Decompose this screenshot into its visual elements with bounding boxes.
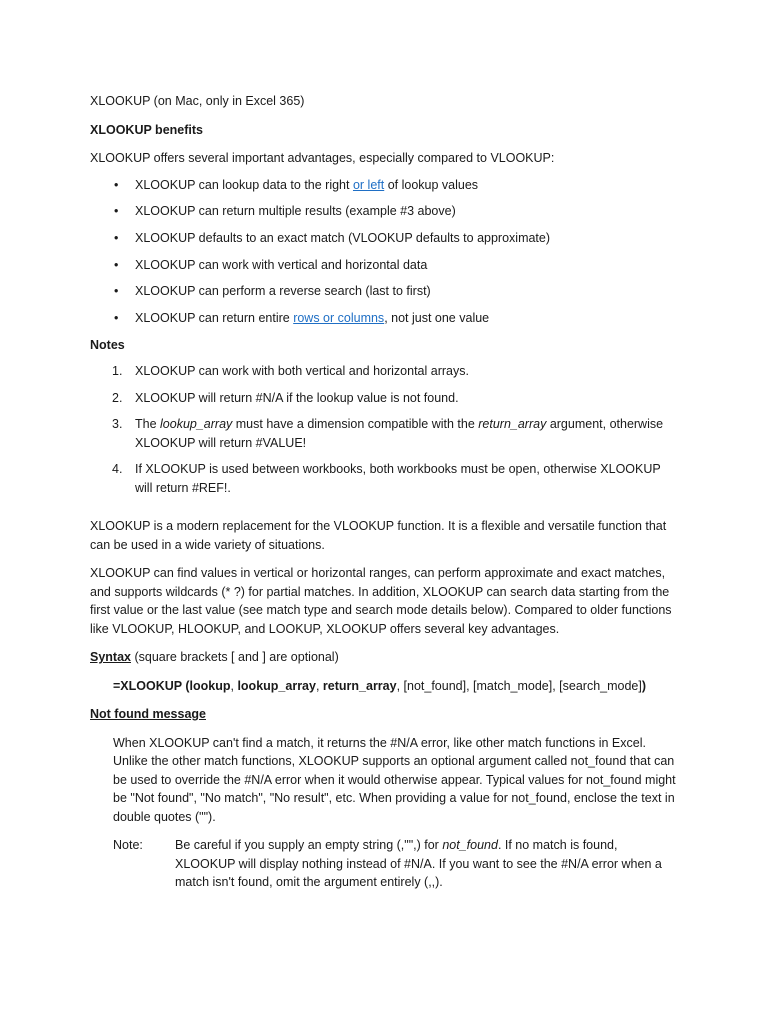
bullet-icon: • <box>114 204 119 219</box>
note-label: Note: <box>113 838 143 853</box>
list-item: 2. XLOOKUP will return #N/A if the lookup value is not found. <box>90 389 680 408</box>
note-number: 1. <box>112 364 123 379</box>
list-item: 1. XLOOKUP can work with both vertical and horizontal arrays. <box>90 362 680 381</box>
bullet-icon: • <box>114 230 119 245</box>
note-number: 4. <box>112 462 123 477</box>
note-callout: Note: Be careful if you supply an empty string (,"",) for not_found. If no match is found, XLOOKUP will display nothing instead of #N/A. If you want to see the #N/A error when a match isn't found, omit the argument entirely (,,). <box>113 838 662 890</box>
or-left-link[interactable]: or left <box>352 177 385 192</box>
note-number: 3. <box>112 417 123 432</box>
list-item: • XLOOKUP can return entire rows or columns, not just one value <box>90 309 680 328</box>
details-paragraph: XLOOKUP can find values in vertical or horizontal ranges, can perform approximate and exact matches, and supports wildcards (* ?) for partial matches. In addition, XLOOKUP can search data starting from the first value or the last value (see match type and search mode details below). Compared to older functions like VLOOKUP, HLOOKUP, and LOOKUP, XLOOKUP offers several key advantages. <box>90 566 672 636</box>
document-page <box>90 92 680 892</box>
list-item: • XLOOKUP can perform a reverse search (last to first) <box>90 282 680 301</box>
benefits-intro: XLOOKUP offers several important advantages, especially compared to VLOOKUP: <box>90 151 555 165</box>
bullet-icon: • <box>114 284 119 299</box>
benefits-list <box>90 176 680 328</box>
syntax-label: Syntax <box>90 650 131 665</box>
list-item: • XLOOKUP can return multiple results (example #3 above) <box>90 202 680 221</box>
not-found-paragraph: When XLOOKUP can't find a match, it returns the #N/A error, like other match functions in Excel. Unlike the other match functions, XLOOKUP supports an optional argument called not_found that can be used to override the #N/A error when it would otherwise appear. Typical values for not_found might be "Not found", "No match", "No result", etc. When providing a value for not_found, enclose the text in double quotes (""). <box>113 735 676 824</box>
note-number: 2. <box>112 390 123 405</box>
notes-list <box>90 362 680 497</box>
formula-line: =XLOOKUP (lookup, lookup_array, return_array, [not_found], [match_mode], [search_mode]) <box>113 678 647 693</box>
syntax-line: Syntax (square brackets [ and ] are optional) <box>90 650 339 665</box>
bullet-icon: • <box>114 310 119 325</box>
title-line: XLOOKUP (on Mac, only in Excel 365) <box>90 94 305 108</box>
notes-heading: Notes <box>90 337 125 352</box>
list-item: • XLOOKUP can lookup data to the right or left of lookup values <box>90 176 680 195</box>
intro-paragraph: XLOOKUP is a modern replacement for the VLOOKUP function. It is a flexible and versatile function that can be used in a wide variety of situations. <box>90 519 667 552</box>
benefits-heading: XLOOKUP benefits <box>90 122 203 137</box>
bullet-icon: • <box>114 177 119 192</box>
bullet-icon: • <box>114 257 119 272</box>
rows-or-columns-link[interactable]: rows or columns <box>293 310 385 325</box>
list-item: 4. If XLOOKUP is used between workbooks, both workbooks must be open, otherwise XLOOKUP will return #REF!. <box>112 462 661 495</box>
not-found-heading: Not found message <box>90 707 206 722</box>
list-item: 3. The lookup_array must have a dimension compatible with the return_array argument, otherwise XLOOKUP will return #VALUE! <box>112 417 664 450</box>
list-item: • XLOOKUP defaults to an exact match (VLOOKUP defaults to approximate) <box>90 229 680 248</box>
list-item: • XLOOKUP can work with vertical and horizontal data <box>90 256 680 275</box>
